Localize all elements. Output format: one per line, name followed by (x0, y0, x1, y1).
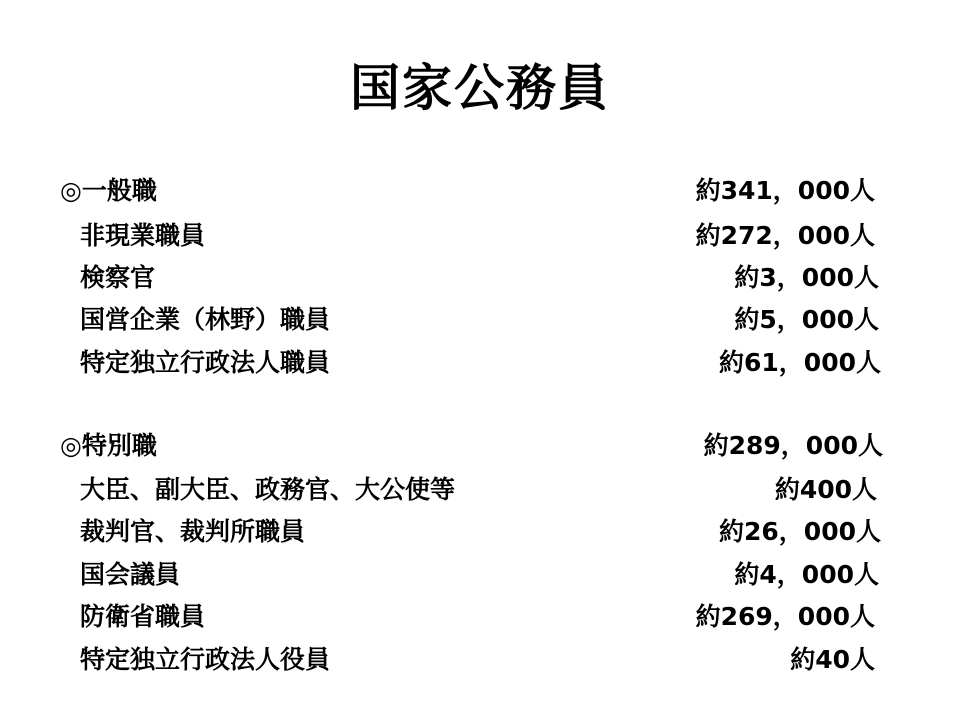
list-item (80, 258, 879, 298)
list-item (80, 343, 881, 383)
item-value: 約40人 (790, 645, 875, 674)
list-item (80, 597, 875, 637)
page-title: 国家公務員 (350, 59, 610, 117)
list-item (80, 300, 879, 340)
list-item (80, 555, 879, 595)
item-label: 特定独立行政法人役員 (80, 645, 331, 674)
item-value: 約272，000人 (695, 221, 875, 250)
section-heading-label: ◎一般職 (60, 176, 157, 205)
item-label: 大臣、副大臣、政務官、大公使等 (80, 475, 456, 504)
item-label: 特定独立行政法人職員 (80, 348, 331, 377)
item-value: 約5，000人 (734, 305, 879, 334)
item-label: 防衛省職員 (80, 602, 206, 631)
item-value: 約400人 (774, 475, 877, 504)
list-item (80, 512, 881, 552)
item-value: 約61，000人 (719, 348, 881, 377)
item-value: 約26，000人 (719, 517, 881, 546)
item-label: 非現業職員 (80, 221, 206, 250)
item-value: 約4，000人 (734, 560, 879, 589)
list-item (80, 470, 877, 510)
item-value: 約269，000人 (695, 602, 875, 631)
list-item (80, 640, 875, 680)
list-item (80, 216, 875, 256)
section-heading-label: ◎特別職 (60, 431, 157, 460)
section-heading-value: 約341，000人 (695, 176, 875, 205)
item-value: 約3，000人 (734, 263, 879, 292)
item-label: 裁判官、裁判所職員 (80, 517, 306, 546)
item-label: 国会議員 (80, 560, 181, 589)
item-label: 検察官 (80, 263, 156, 292)
item-label: 国営企業（林野）職員 (80, 305, 331, 334)
section-heading-value: 約289，000人 (703, 431, 883, 460)
section-heading-general (60, 171, 875, 211)
section-heading-special (60, 426, 883, 466)
